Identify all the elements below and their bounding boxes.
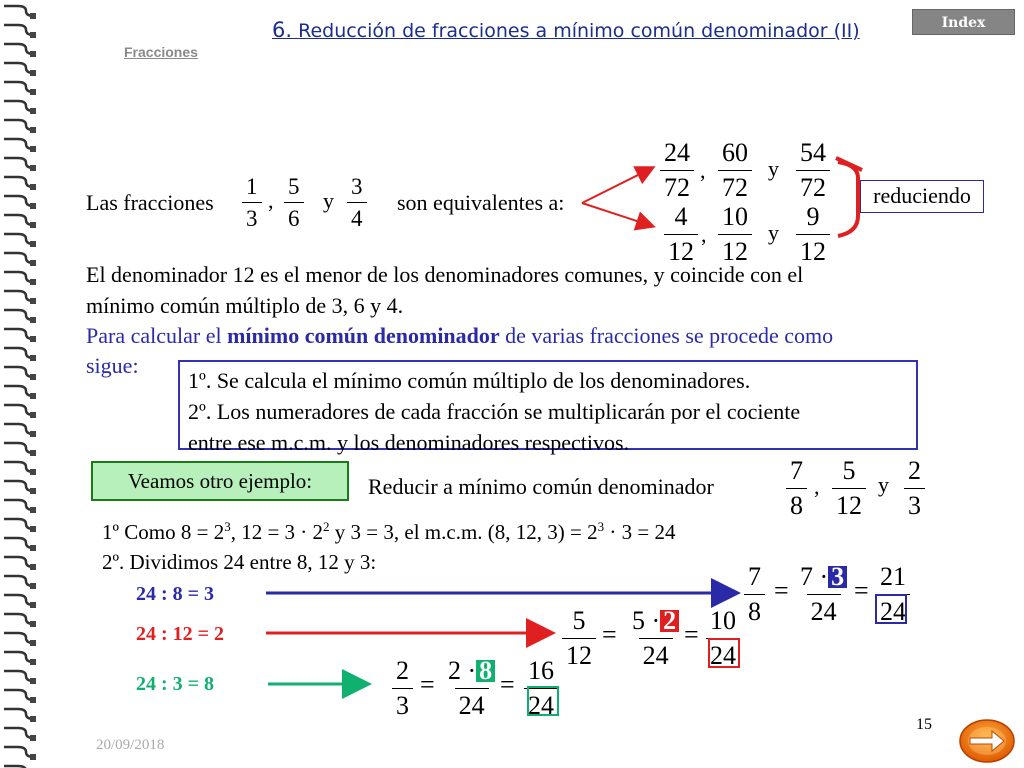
numerator: 24: [664, 138, 690, 167]
procedure-intro: [86, 323, 833, 349]
step-1-a: 1º Como 8 = 2: [102, 520, 225, 544]
exponent: 2: [323, 519, 330, 534]
denominator: 24: [524, 688, 558, 719]
breadcrumb-link[interactable]: Fracciones: [124, 44, 198, 60]
numerator: 5: [842, 456, 856, 485]
example-prompt: Reducir a mínimo común denominador: [368, 474, 714, 499]
reduciendo-label: reduciendo: [860, 180, 984, 213]
denominator: 3: [392, 688, 413, 719]
multiplicand: 5 ·: [632, 606, 661, 635]
denominator: 6: [284, 202, 304, 230]
multiplier-highlight: 3: [828, 566, 847, 588]
exponent: 3: [224, 519, 231, 534]
multiplicand: 7 ·: [800, 562, 829, 591]
multiplier-highlight: 2: [660, 610, 679, 632]
denominator: 3: [242, 202, 262, 230]
numerator: 9: [806, 202, 820, 231]
denominator: 24: [807, 594, 841, 625]
equals-sign: =: [420, 670, 435, 699]
step-1-d: · 3 = 24: [604, 520, 676, 544]
footer-date: 20/09/2018: [96, 737, 165, 753]
index-button[interactable]: Index: [912, 9, 1015, 35]
result-denominator-box: [875, 594, 907, 624]
explanation-line-2: mínimo común múltiplo de 3, 6 y 4.: [86, 293, 404, 318]
fraction-5-12: [832, 458, 866, 519]
denominator: 72: [718, 170, 752, 201]
numerator: 1: [246, 174, 258, 199]
denominator: 12: [664, 234, 698, 265]
separator: ,: [700, 158, 706, 183]
rule-3: entre ese m.c.m. y los denominadores respectivos.: [188, 430, 630, 455]
calc2-original: [562, 608, 596, 669]
result-denominator-box: [708, 638, 740, 668]
denominator: 12: [562, 638, 596, 669]
equals-sign: =: [774, 576, 789, 605]
separator: ,: [814, 474, 820, 499]
multiplier-highlight: 8: [476, 660, 495, 682]
denominator: 24: [706, 638, 740, 669]
denominator: 12: [832, 488, 866, 519]
denominator: 12: [796, 234, 830, 265]
numerator: 7: [748, 562, 761, 591]
denominator: 8: [786, 488, 807, 519]
result-denominator-box: [527, 686, 559, 716]
procedure-text-c: de varias fracciones se procede como: [499, 323, 834, 348]
division-8: 24 : 8 = 3: [136, 583, 215, 605]
division-12: 24 : 12 = 2: [136, 623, 225, 645]
numerator: 3: [351, 174, 363, 199]
equals-sign: =: [854, 576, 869, 605]
fraction-60-72: [718, 140, 752, 201]
numerator: 2: [908, 456, 921, 485]
multiplicand: 2 ·: [448, 656, 477, 685]
fraction-10-12: [718, 204, 752, 265]
calc3-original: [392, 658, 413, 719]
conjunction-y: y: [768, 220, 779, 245]
numerator: 10: [722, 202, 748, 231]
rules-box: [178, 360, 918, 455]
calc1-multiplied: [796, 564, 851, 625]
title-number: 6.: [272, 18, 293, 42]
denominator: 8: [744, 594, 765, 625]
division-3: 24 : 3 = 8: [136, 673, 215, 695]
separator: ,: [701, 222, 707, 247]
calc3-multiplied: [444, 658, 499, 719]
numerator: 5: [288, 174, 300, 199]
fraction-7-8: [786, 458, 807, 519]
conjunction-y: y: [323, 188, 334, 213]
equals-sign: =: [684, 620, 699, 649]
numerator: [628, 608, 683, 638]
fraction-4-12: [664, 204, 698, 265]
numerator: 60: [722, 138, 748, 167]
equals-sign: =: [602, 620, 617, 649]
numerator: 2: [396, 656, 409, 685]
separator: ,: [268, 188, 274, 213]
calc2-multiplied: [628, 608, 683, 669]
intro-tail: son equivalentes a:: [397, 190, 565, 215]
equals-sign: =: [500, 670, 515, 699]
fraction-24-72: [660, 140, 694, 201]
denominator: 24: [455, 688, 489, 719]
page-number: 15: [916, 716, 932, 733]
numerator: 4: [674, 202, 688, 231]
explanation-line-1: El denominador 12 es el menor de los denominadores comunes, y coincide con el: [86, 262, 804, 287]
intro-lead: Las fracciones: [86, 190, 214, 215]
calc1-original: [744, 564, 765, 625]
conjunction-y: y: [878, 472, 889, 497]
example-button[interactable]: Veamos otro ejemplo:: [91, 461, 349, 501]
numerator: 5: [572, 606, 586, 635]
step-1-b: , 12 = 3 · 2: [230, 520, 324, 544]
denominator: 4: [347, 202, 367, 230]
numerator: 21: [880, 562, 906, 591]
denominator: 72: [660, 170, 694, 201]
procedure-term: mínimo común denominador: [227, 323, 500, 348]
fraction-2-3: [904, 458, 925, 519]
fraction-9-12: [796, 204, 830, 265]
title-text: Reducción de fracciones a mínimo común denominador (II): [298, 20, 860, 42]
exponent: 3: [597, 519, 605, 534]
next-arrow-icon[interactable]: [958, 716, 1016, 764]
rule-1: 1º. Se calcula el mínimo común múltiplo de los denominadores.: [188, 368, 751, 393]
fraction-54-72: [796, 140, 830, 201]
step-1: [102, 519, 675, 545]
denominator: 24: [876, 594, 910, 625]
step-2: 2º. Dividimos 24 entre 8, 12 y 3:: [102, 550, 377, 574]
denominator: 72: [796, 170, 830, 201]
numerator: 10: [710, 606, 736, 635]
denominator: 3: [904, 488, 925, 519]
denominator: 24: [639, 638, 673, 669]
conjunction-y: y: [768, 156, 779, 181]
numerator: 54: [800, 138, 826, 167]
numerator: 7: [790, 456, 803, 485]
numerator: [444, 658, 499, 688]
rule-2: 2º. Los numeradores de cada fracción se multiplicarán por el cociente: [188, 399, 801, 424]
procedure-text-a: Para calcular el: [86, 323, 228, 348]
numerator: [796, 564, 851, 594]
numerator: 16: [528, 656, 554, 685]
procedure-intro-2: sigue:: [86, 353, 139, 378]
step-1-c: y 3 = 3, el m.c.m. (8, 12, 3) = 2: [329, 520, 598, 544]
denominator: 12: [718, 234, 752, 265]
